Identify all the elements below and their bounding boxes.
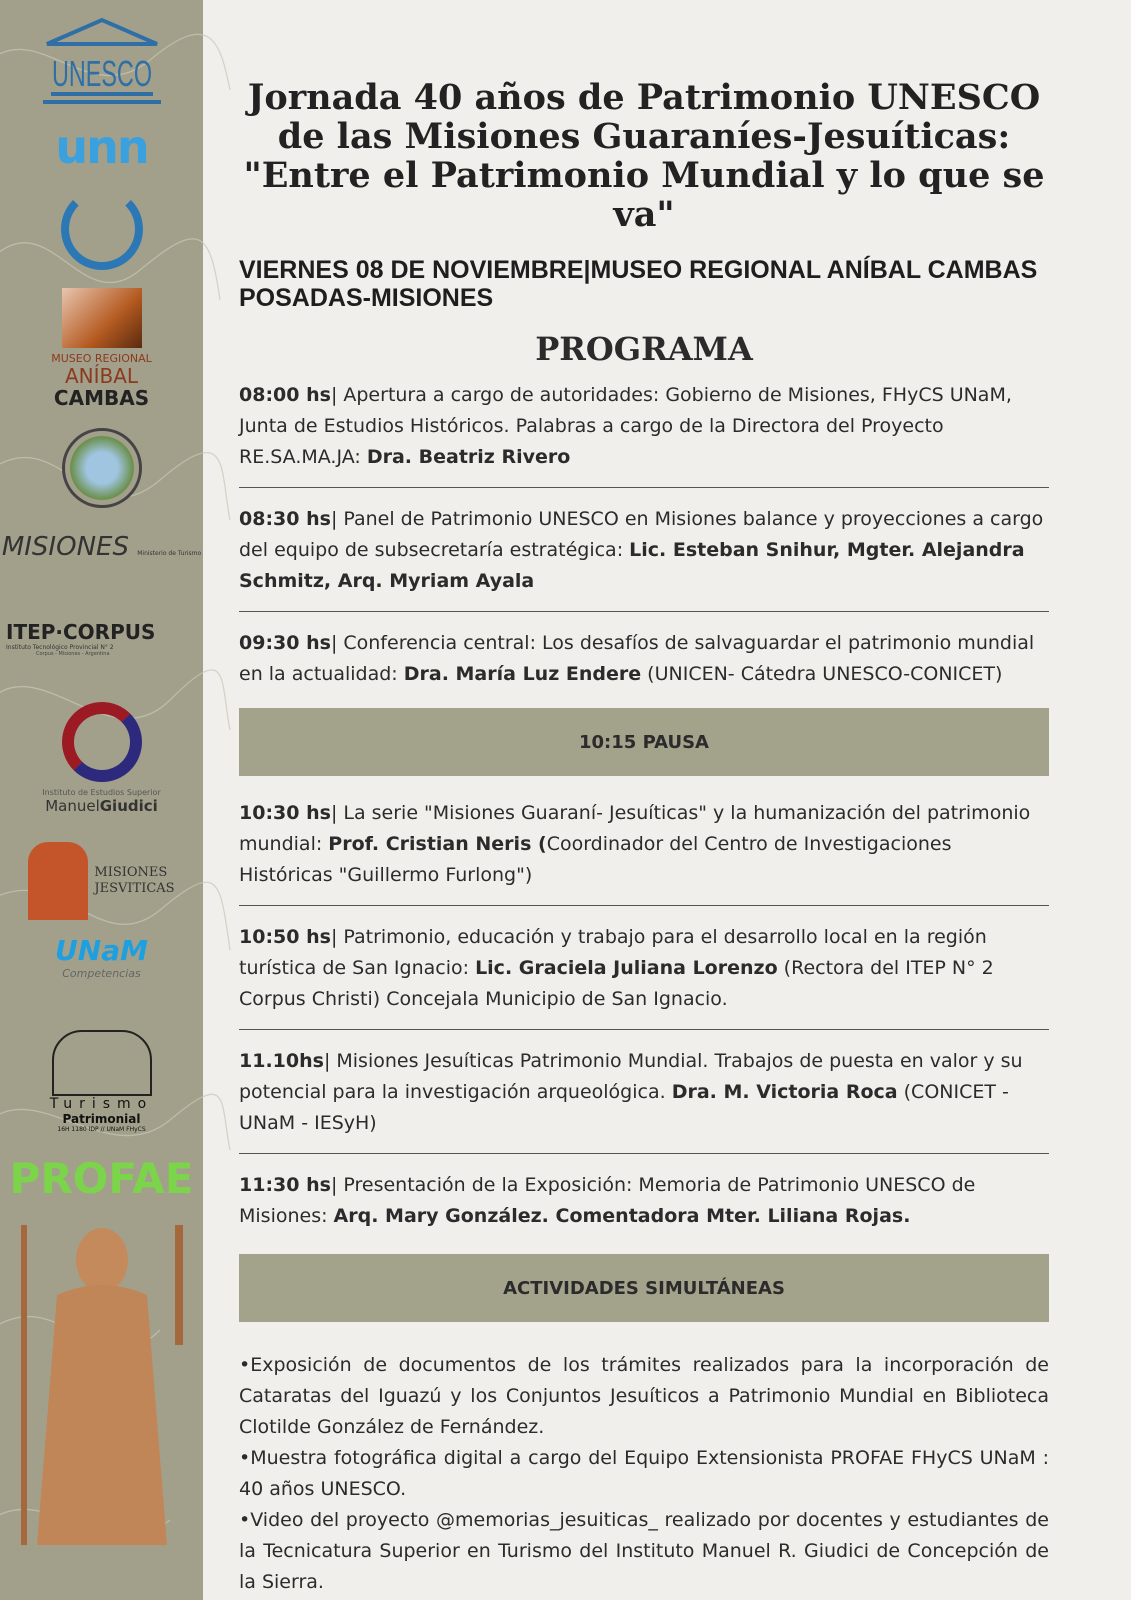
program-item [239,794,1049,906]
program-time: 11:30 hs [239,1174,331,1196]
program-item [239,624,1049,704]
program-affiliation: (Rectora del ITEP N° 2 Corpus Christi) Concejala Municipio de San Ignacio. [239,957,994,1010]
event-date-venue: VIERNES 08 DE NOVIEMBRE|MUSEO REGIONAL ANÍBAL CAMBAS POSADAS-MISIONES [239,256,1038,312]
turismo-patrimonial-logo: Turismo Patrimonial 16H 1180 IDP // UNaM FHyCS [0,1030,203,1133]
svg-text:UNESCO: UNESCO [51,53,152,94]
program-speakers: Dra. M. Victoria Roca [671,1081,898,1103]
junta-estudios-logo [0,428,203,508]
program-affiliation: Coordinador del Centro de Investigaciones Históricas "Guillermo Furlong") [239,833,952,886]
program-description: | Patrimonio, educación y trabajo para el desarrollo local en la región turística de San Ignacio: [239,926,987,979]
program-item [239,918,1049,1030]
program-description: | Presentación de la Exposición: Memoria de Patrimonio UNESCO de Misiones: [239,1174,976,1227]
program-affiliation: (UNICEN- Cátedra UNESCO-CONICET) [641,663,1003,685]
pause-banner: 10:15 PAUSA [239,708,1049,776]
program-time: 10:30 hs [239,802,331,824]
program-speakers: Lic. Esteban Snihur, Mgter. Alejandra Schmitz, Arq. Myriam Ayala [239,539,1025,592]
fhycs-logo [0,188,203,270]
program-item [239,1166,1049,1246]
program-description: | Panel de Patrimonio UNESCO en Misiones balance y proyecciones a cargo del equipo de subsecretaría estratégica: [239,508,1044,561]
logo-sidebar [0,0,203,1600]
misiones-turismo-logo: MISIONES Ministerio de Turismo [1,532,202,562]
program-description: | La serie "Misiones Guaraní- Jesuíticas" y la humanización del patrimonio mundial: [239,802,1031,855]
activity-item: •Exposición de documentos de los trámites realizados para la incorporación de Cataratas del Iguazú y los Conjuntos Jesuíticos a Patrimonio Mundial en Biblioteca Clotilde González de Fernández. [239,1354,1049,1438]
unam-competencias-logo: UNaM Competencias [55,934,148,980]
activities-banner: ACTIVIDADES SIMULTÁNEAS [239,1254,1049,1322]
unam-logo: unn [55,120,148,174]
event-title: Jornada 40 años de Patrimonio UNESCO de las Misiones Guaraníes-Jesuíticas: "Entre el Patrimonio Mundial y lo que se va" [243,77,1045,235]
program-item [239,1042,1049,1154]
program-speakers: Arq. Mary González. Comentadora Mter. Liliana Rojas. [333,1205,911,1227]
jesuit-statue-image [0,1215,203,1559]
program-affiliation: (CONICET -UNaM - IESyH) [239,1081,1009,1134]
program-speakers: Prof. Cristian Neris ( [328,833,547,855]
program-description: | Misiones Jesuíticas Patrimonio Mundial. Trabajos de puesta en valor y su potencial para la investigación arqueológica. [239,1050,1023,1103]
program-time: 10:50 hs [239,926,331,948]
profae-logo: PROFAE [9,1154,194,1203]
activities-list [239,1350,1049,1598]
program-description: | Conferencia central: Los desafíos de salvaguardar el patrimonio mundial en la actualidad: [239,632,1035,685]
program-time: 09:30 hs [239,632,331,654]
program-heading: PROGRAMA [535,330,753,368]
program-item [239,376,1049,488]
program-item [239,500,1049,612]
program-description: | Apertura a cargo de autoridades: Gobierno de Misiones, FHyCS UNaM, Junta de Estudios Históricos. Palabras a cargo de la Directora del Proyecto RE.SA.MA.JA: [239,384,1012,468]
misiones-jesuiticas-logo: MISIONES JESVITICAS [0,842,203,920]
activity-item: •Muestra fotográfica digital a cargo del Equipo Extensionista PROFAE FHyCS UNaM : 40 años UNESCO. [239,1447,1049,1500]
program-time: 11.10hs [239,1050,324,1072]
activity-item: •Video del proyecto @memorias_jesuiticas_ realizado por docentes y estudiantes de la Tecnicatura Superior en Turismo del Instituto Manuel R. Giudici de Concepción de la Sierra. [239,1509,1049,1593]
unesco-logo [0,16,203,118]
program-speakers: Dra. María Luz Endere [403,663,642,685]
program-content [239,0,1049,1598]
program-speakers: Lic. Graciela Juliana Lorenzo [475,957,778,979]
program-time: 08:30 hs [239,508,331,530]
program-time: 08:00 hs [239,384,331,406]
itep-corpus-logo: ITEP·CORPUS Instituto Tecnológico Provincial N° 2 Corpus - Misiones - Argentina [6,620,156,657]
museo-cambas-logo: MUSEO REGIONAL ANÍBAL CAMBAS [0,288,203,409]
giudici-logo: Instituto de Estudios Superior ManuelGiudici [0,702,203,815]
program-speakers: Dra. Beatriz Rivero [366,446,571,468]
